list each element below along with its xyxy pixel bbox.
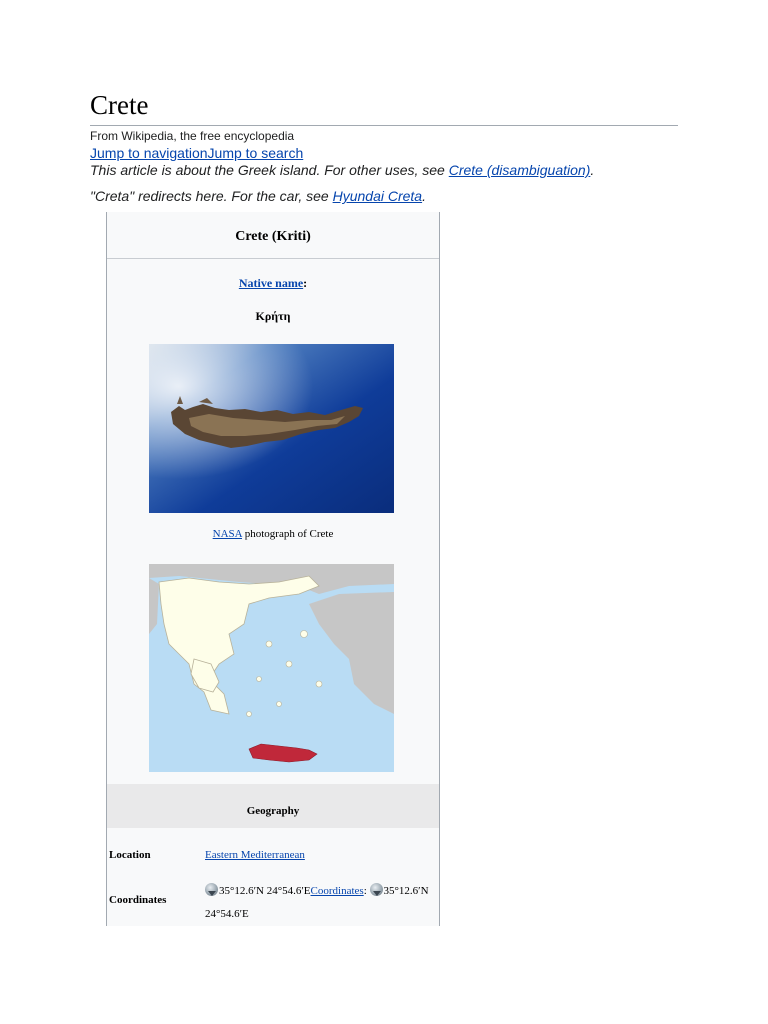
page-title: Crete [90,90,149,120]
locator-map[interactable] [149,564,394,772]
infobox-caption: Crete (Kriti) [107,212,439,259]
photo-caption-text: photograph of Crete [242,528,334,540]
native-name-value: Κρήτη [255,309,291,323]
jump-links [90,145,303,161]
globe-icon[interactable] [205,883,218,896]
infobox [106,212,440,926]
nasa-photo-of-crete[interactable] [149,344,394,513]
location-label: Location [109,849,151,861]
coordinates-text-1: 35°12.6′N 24°54.6′E [219,885,311,897]
site-tagline: From Wikipedia, the free encyclopedia [90,129,295,143]
coordinates-link[interactable]: Coordinates [310,885,364,897]
native-name-row [107,276,439,291]
native-name-colon: : [303,276,308,290]
greece-map-image [149,564,394,772]
eastern-mediterranean-link[interactable]: Eastern Mediterranean [205,849,305,861]
coordinates-colon: : [363,885,370,897]
hatnote-text: "Creta" redirects here. For the car, see [90,188,333,204]
hatnote-redirect [90,188,426,204]
photo-caption [107,528,439,540]
hatnote-period: . [422,188,426,204]
coordinates-value [205,880,435,926]
hatnote-text: This article is about the Greek island. For other uses, see [90,162,449,178]
geography-section-header: Geography [107,784,439,828]
hyundai-creta-link[interactable]: Hyundai Creta [332,188,423,204]
hatnote-disambiguation [90,162,594,178]
jump-to-navigation-link[interactable]: Jump to navigation [90,145,208,161]
globe-icon[interactable] [370,883,383,896]
crete-disambiguation-link[interactable]: Crete (disambiguation) [448,162,591,178]
coordinates-label: Coordinates [109,894,167,906]
title-divider [90,125,678,126]
nasa-link[interactable]: NASA [212,528,242,540]
location-value [205,844,435,867]
coordinates-text-2: 35°12.6′N 24°54.6′E [205,885,429,920]
satellite-image [149,344,394,513]
jump-to-search-link[interactable]: Jump to search [207,145,304,161]
native-name-link[interactable]: Native name [238,276,304,290]
hatnote-period: . [590,162,595,178]
